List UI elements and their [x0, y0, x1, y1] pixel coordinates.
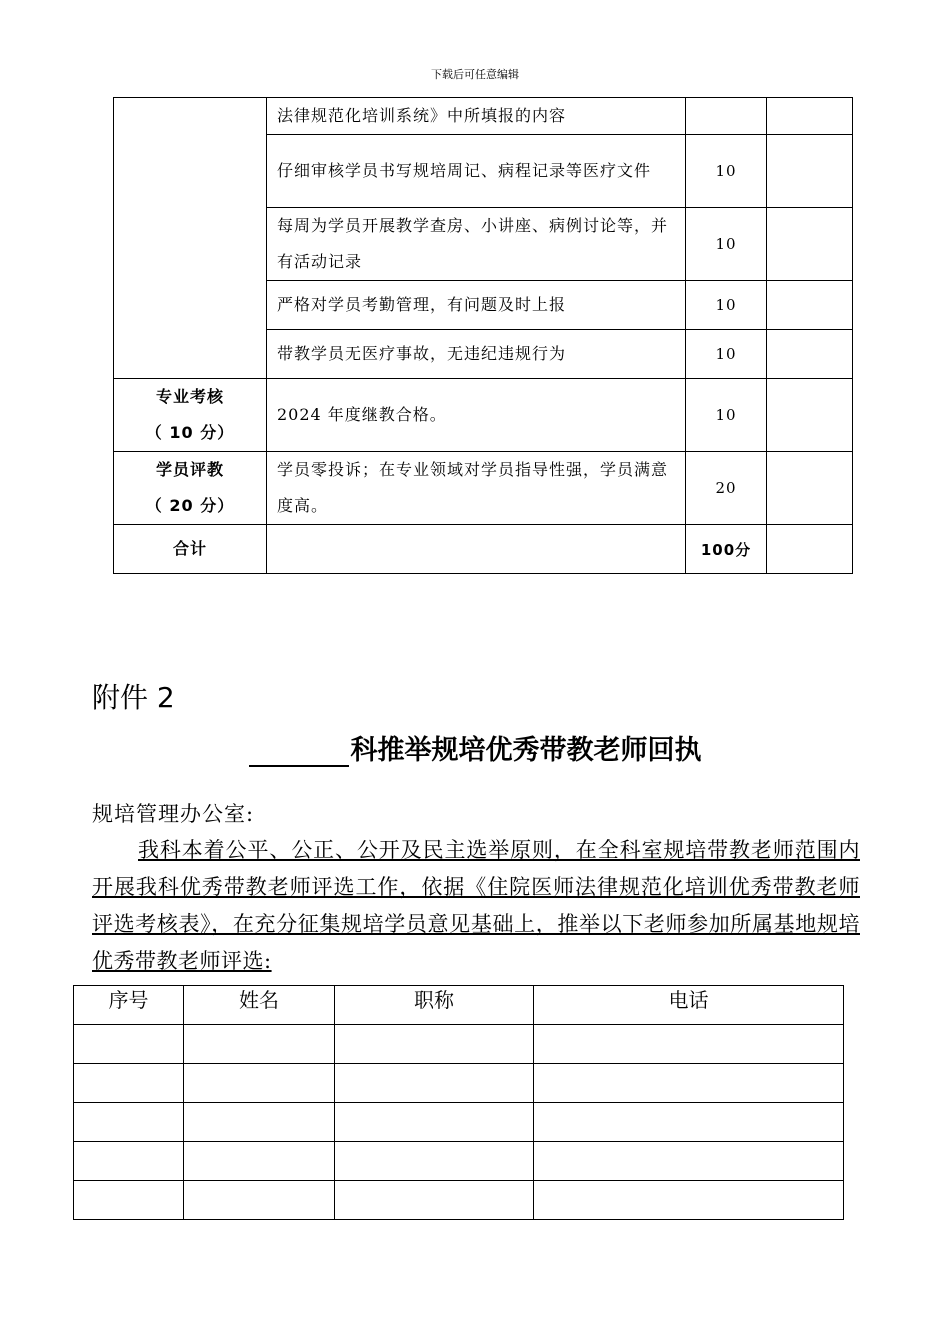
- header-cell: 姓名: [184, 986, 335, 1025]
- title-text: 科推举规培优秀带教老师回执: [350, 735, 702, 766]
- cell: [534, 1181, 844, 1220]
- cell: [74, 1103, 184, 1142]
- score-cell: 10: [686, 135, 767, 208]
- score-table: [113, 97, 853, 574]
- self-score-cell: [767, 525, 853, 574]
- cell: [534, 1142, 844, 1181]
- cell: [335, 1142, 534, 1181]
- cell: [534, 1064, 844, 1103]
- category-points: （ 20 分）: [145, 496, 235, 515]
- table-header-row: [74, 986, 844, 1025]
- self-score-cell: [767, 379, 853, 452]
- nominee-table: [73, 985, 844, 1220]
- total-score: 100分: [686, 525, 767, 574]
- table-row: [114, 452, 853, 525]
- score-cell: 10: [686, 281, 767, 330]
- self-score-cell: [767, 281, 853, 330]
- table-row: [74, 1181, 844, 1220]
- total-row: [114, 525, 853, 574]
- criterion-cell: 仔细审核学员书写规培周记、病程记录等医疗文件: [267, 135, 686, 208]
- criterion-cell: 2024 年度继教合格。: [267, 379, 686, 452]
- cell: [74, 1142, 184, 1181]
- table-row: [74, 1064, 844, 1103]
- criterion-cell: 带教学员无医疗事故，无违纪违规行为: [267, 330, 686, 379]
- score-cell: 10: [686, 208, 767, 281]
- cell: [534, 1103, 844, 1142]
- category-label: 专业考核: [155, 387, 224, 406]
- cell: [74, 1064, 184, 1103]
- cell: [184, 1142, 335, 1181]
- table-row: [114, 98, 853, 135]
- score-cell: 10: [686, 330, 767, 379]
- cell: [534, 1025, 844, 1064]
- cell: [335, 1181, 534, 1220]
- header-cell: 职称: [335, 986, 534, 1025]
- table-row: [74, 1025, 844, 1064]
- total-criterion-cell: [267, 525, 686, 574]
- cell: [184, 1025, 335, 1064]
- criterion-cell: 法律规范化培训系统》中所填报的内容: [267, 98, 686, 135]
- criterion-cell: 学员零投诉；在专业领域对学员指导性强，学员满意度高。: [267, 452, 686, 525]
- table-row: [114, 379, 853, 452]
- self-score-cell: [767, 452, 853, 525]
- salutation: 规培管理办公室:: [92, 802, 255, 826]
- page-title: [0, 728, 950, 767]
- cell: [335, 1025, 534, 1064]
- criterion-cell: 每周为学员开展教学查房、小讲座、病例讨论等，并有活动记录: [267, 208, 686, 281]
- category-points: （ 10 分）: [145, 423, 235, 442]
- header-cell: 序号: [74, 986, 184, 1025]
- header-note: 下载后可任意编辑: [431, 68, 519, 81]
- cell: [184, 1103, 335, 1142]
- score-cell: 10: [686, 379, 767, 452]
- department-blank: [249, 739, 349, 767]
- criterion-cell: 严格对学员考勤管理，有问题及时上报: [267, 281, 686, 330]
- score-cell: 20: [686, 452, 767, 525]
- table-row: [74, 1103, 844, 1142]
- table-row: [74, 1142, 844, 1181]
- cell: [74, 1181, 184, 1220]
- cell: [335, 1064, 534, 1103]
- score-cell: [686, 98, 767, 135]
- self-score-cell: [767, 208, 853, 281]
- category-label: 学员评教: [155, 460, 224, 479]
- total-label: 合计: [114, 525, 267, 574]
- self-score-cell: [767, 135, 853, 208]
- cell: [184, 1064, 335, 1103]
- cell: [335, 1103, 534, 1142]
- attachment-label: 附件 2: [92, 681, 175, 714]
- category-cell: [114, 98, 267, 379]
- category-cell: [114, 452, 267, 525]
- category-cell: [114, 379, 267, 452]
- cell: [74, 1025, 184, 1064]
- header-cell: 电话: [534, 986, 844, 1025]
- cell: [184, 1181, 335, 1220]
- body-paragraph: 我科本着公平、公正、公开及民主选举原则，在全科室规培带教老师范围内开展我科优秀带教老师评选工作，依据《住院医师法律规范化培训优秀带教老师评选考核表》，在充分征集规培学员意见基础上，推举以下老师参加所属基地规培优秀带教老师评选:: [92, 838, 860, 973]
- self-score-cell: [767, 98, 853, 135]
- self-score-cell: [767, 330, 853, 379]
